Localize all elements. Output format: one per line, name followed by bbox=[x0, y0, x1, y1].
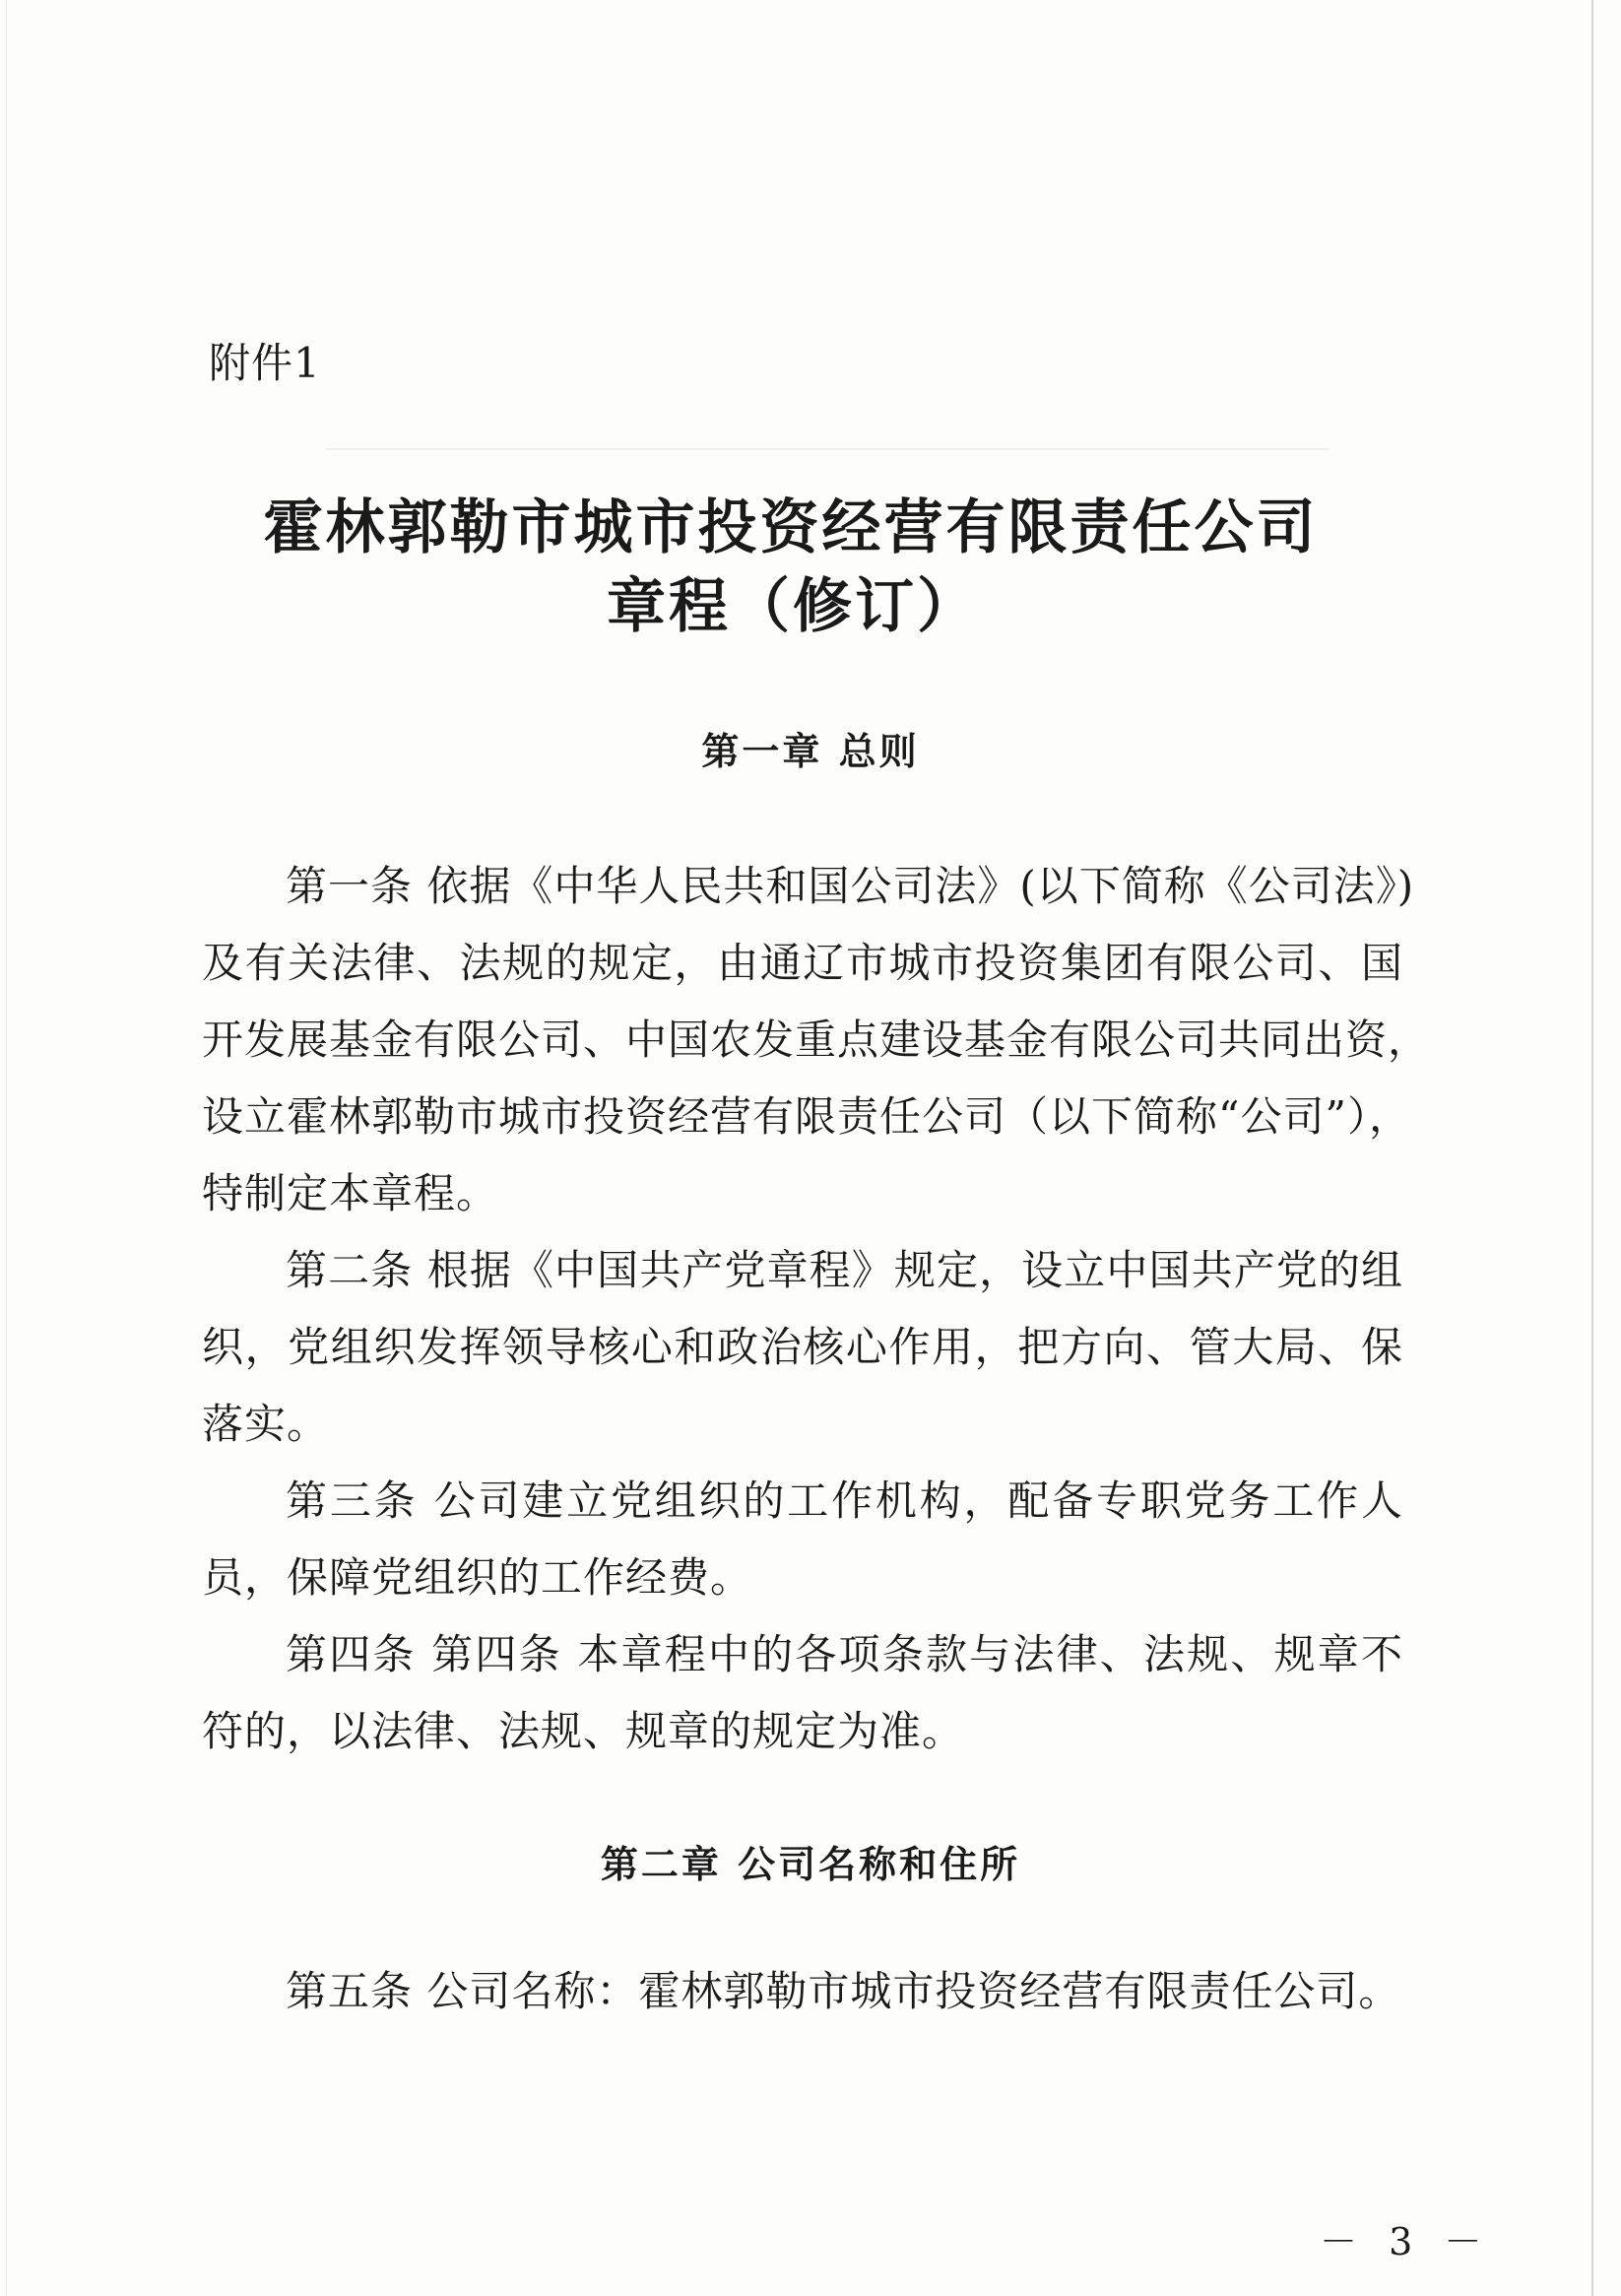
document-title: 霍林郭勒市城市投资经营有限责任公司 bbox=[263, 493, 1319, 562]
article-line: 符的，以法律、法规、规章的规定为准。 bbox=[202, 1707, 965, 1755]
article-line: 第五条 公司名称：霍林郭勒市城市投资经营有限责任公司。 bbox=[286, 1967, 1401, 2015]
article-line: 特制定本章程。 bbox=[202, 1169, 499, 1217]
chapter-heading: 第一章 总则 bbox=[701, 730, 920, 773]
article-line: 落实。 bbox=[202, 1400, 330, 1448]
scan-bleed-line bbox=[325, 448, 1329, 450]
article-line: 第三条 公司建立党组织的工作机构，配备专职党务工作人 bbox=[286, 1476, 1403, 1525]
page-number: － 3 － bbox=[1320, 2220, 1492, 2263]
scan-edge-line-left bbox=[6, 0, 7, 2296]
scan-edge-line bbox=[1591, 0, 1593, 2296]
chapter-heading: 第二章 公司名称和住所 bbox=[600, 1843, 1021, 1886]
article-line: 开发展基金有限公司、中国农发重点建设基金有限公司共同出资， bbox=[202, 1016, 1431, 1064]
article-line: 第一条 依据《中华人民共和国公司法》(以下简称《公司法》) bbox=[286, 862, 1415, 910]
article-line: 第二条 根据《中国共产党章程》规定，设立中国共产党的组 bbox=[286, 1246, 1403, 1294]
attachment-label: 附件1 bbox=[209, 339, 321, 387]
article-line: 织，党组织发挥领导核心和政治核心作用，把方向、管大局、保 bbox=[202, 1323, 1403, 1371]
article-line: 员，保障党组织的工作经费。 bbox=[202, 1553, 753, 1602]
article-line: 第四条 第四条 本章程中的各项条款与法律、法规、规章不 bbox=[286, 1630, 1403, 1678]
document-subtitle: 章程（修订） bbox=[607, 572, 979, 641]
article-line: 设立霍林郭勒市城市投资经营有限责任公司（以下简称“公司”）， bbox=[202, 1092, 1411, 1141]
article-line: 及有关法律、法规的规定，由通辽市城市投资集团有限公司、国 bbox=[202, 939, 1403, 987]
